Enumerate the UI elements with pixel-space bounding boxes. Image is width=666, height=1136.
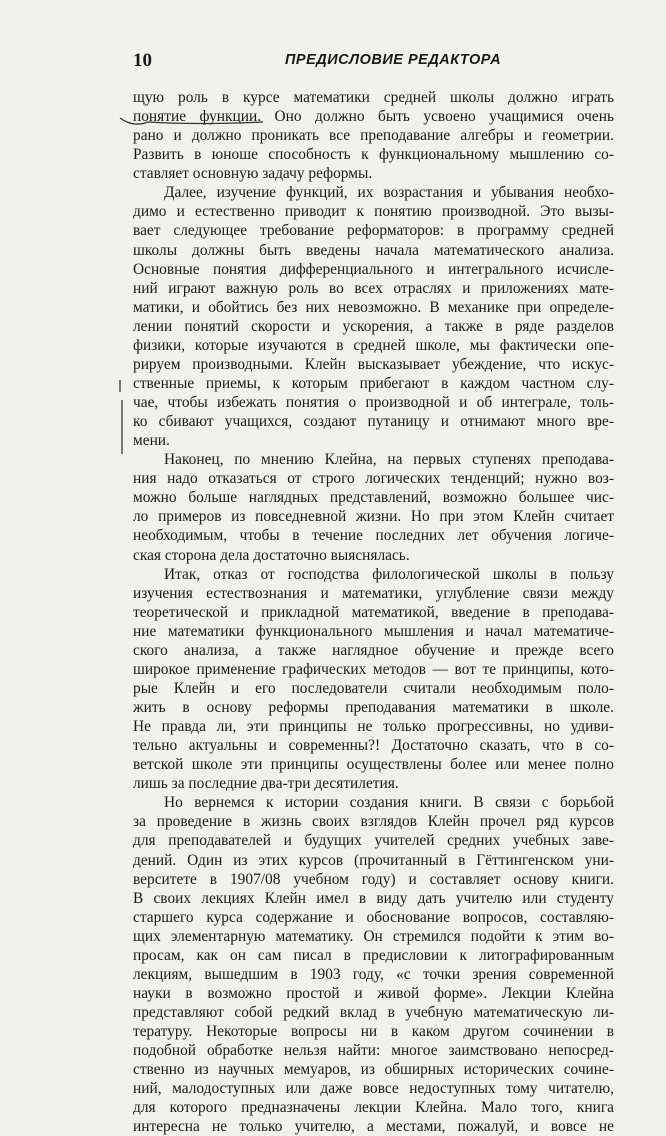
text-line: лекциям, вышедшим в 1903 году, «с точки зрения современной: [133, 965, 614, 983]
text-line: лишь за последние два-три десятилетия.: [133, 775, 399, 793]
text-line: ственно из научных мемуаров, из обширных исторических сочине-: [133, 1061, 614, 1079]
text-line: ние математики функционального мышления и начал математиче-: [133, 622, 614, 640]
text-line: лении понятий скорости и ускорения, а также в ряде разделов: [133, 317, 614, 335]
text-line: рые Клейн и его последователи считали необходимым поло-: [133, 679, 614, 697]
text-line: Далее, изучение функций, их возрастания и убывания необхо-: [164, 184, 614, 202]
text-line: ская сторона дела достаточно выяснялась.: [133, 546, 410, 564]
text-line: ственные приемы, к которым прибегают в каждом частном слу-: [133, 374, 614, 392]
text-line: ставляет основную задачу реформы.: [133, 165, 373, 183]
text-line: верситете в 1907/08 учебном году) и составляет основу книги.: [133, 870, 614, 888]
text-line: тературу. Некоторые вопросы ни в каком другом сочинении в: [133, 1023, 614, 1041]
text-line: ло примеров из повседневной жизни. Но при этом Клейн считает: [133, 508, 614, 526]
text-line: рируем производными. Клейн высказывает убеждение, что искус-: [133, 355, 614, 373]
page-header: [133, 50, 613, 80]
text-line: ний играют важную роль во всех отраслях и приложениях мате-: [133, 279, 614, 297]
text-line: димо и естественно приводит к понятию производной. Это вызы-: [133, 203, 614, 221]
text-line: ний, малодоступных или даже вовсе недоступных тому читателю,: [133, 1080, 614, 1098]
text-line: Основные понятия дифференциального и интегрального исчисле-: [133, 260, 614, 278]
text-line: Наконец, по мнению Клейна, на первых ступенях преподава-: [164, 451, 614, 469]
text-line: матики, и обойтись без них невозможно. В механике при определе-: [133, 298, 614, 316]
text-line: ветской школе эти принципы осуществлены более или менее полно: [133, 756, 614, 774]
running-head: ПРЕДИСЛОВИЕ РЕДАКТОРА: [285, 52, 502, 68]
text-line: понятие функции. Оно должно быть усвоено учащимися очень: [133, 108, 614, 126]
text-line: физики, которые изучаются в средней школе, мы фактически опе-: [133, 336, 614, 354]
text-line: Не правда ли, эти принципы не только прогрессивны, но удиви-: [133, 718, 614, 736]
text-line: Развить в юноше способность к функциональному мышлению со-: [133, 146, 614, 164]
text-line: школы должны быть введены начала математического анализа.: [133, 241, 614, 259]
text-line: вает следующее требование реформаторов: в программу средней: [133, 222, 614, 240]
text-line: изучения естествознания и математики, углубление связи между: [133, 584, 614, 602]
text-line: широкое применение графических методов — вот те принципы, кото-: [133, 660, 614, 678]
text-line: щих элементарную математику. Он стремился подойти к этим во-: [133, 927, 614, 945]
text-line: старшего курса содержание и обоснование вопросов, составляю-: [133, 908, 614, 926]
text-line: Итак, отказ от господства филологической школы в пользу: [164, 565, 614, 583]
text-line: тельно актуальны и современны?! Достаточно сказать, что в со-: [133, 737, 614, 755]
text-line: ния надо отказаться от строго логических тенденций; нужно воз-: [133, 470, 614, 488]
text-line: науки в возможно простой и живой форме». Лекции Клейна: [133, 984, 614, 1002]
text-line: за проведение в жизнь своих взглядов Клейн прочел ряд курсов: [133, 813, 614, 831]
text-line: можно больше наглядных представлений, возможно большее чис-: [133, 489, 614, 507]
text-line: ко сбивают учащихся, создают путаницу и отнимают много вре-: [133, 413, 614, 431]
text-line: подобной обработке нельзя найти: многое заимствовано непосред-: [133, 1042, 614, 1060]
text-line: рано и должно проникать все преподавание алгебры и геометрии.: [133, 127, 614, 145]
pencil-margin-bracket: [114, 378, 128, 458]
text-line: необходимым, чтобы в течение последних лет обучения логиче-: [133, 527, 614, 545]
text-line: жить в основу реформы преподавания математики в школе.: [133, 699, 614, 716]
text-line: для преподавателей и будущих учителей средних учебных заве-: [133, 832, 614, 850]
pencil-underline-mark: [118, 112, 268, 130]
text-line: для которого предназначены лекции Клейна. Мало того, книга: [133, 1099, 614, 1117]
text-line: мени.: [133, 432, 170, 450]
text-line: щую роль в курсе математики средней школы должно играть: [133, 89, 614, 106]
text-line: дений. Один из этих курсов (прочитанный в Гёттингенском уни-: [133, 851, 614, 869]
text-line: представляют собой редкий вклад в учебную математическую ли-: [133, 1004, 614, 1021]
text-line: теоретической и прикладной математикой, введение в преподава-: [133, 603, 614, 621]
text-line: В своих лекциях Клейн имел в виду дать учителю или студенту: [133, 889, 614, 907]
text-line: чае, чтобы избежать понятия о производной и об интеграле, толь-: [133, 394, 614, 411]
text-line: просам, как он сам писал в предисловии к литографированным: [133, 946, 614, 964]
body-text: [133, 88, 614, 1136]
text-line: ского анализа, а также наглядное обучение и прежде всего: [133, 641, 614, 659]
page-number: 10: [133, 50, 152, 71]
text-line: интересна не только учителю, а местами, пожалуй, и вовсе не: [133, 1118, 614, 1136]
text-line: Но вернемся к истории создания книги. В связи с борьбой: [164, 794, 614, 812]
